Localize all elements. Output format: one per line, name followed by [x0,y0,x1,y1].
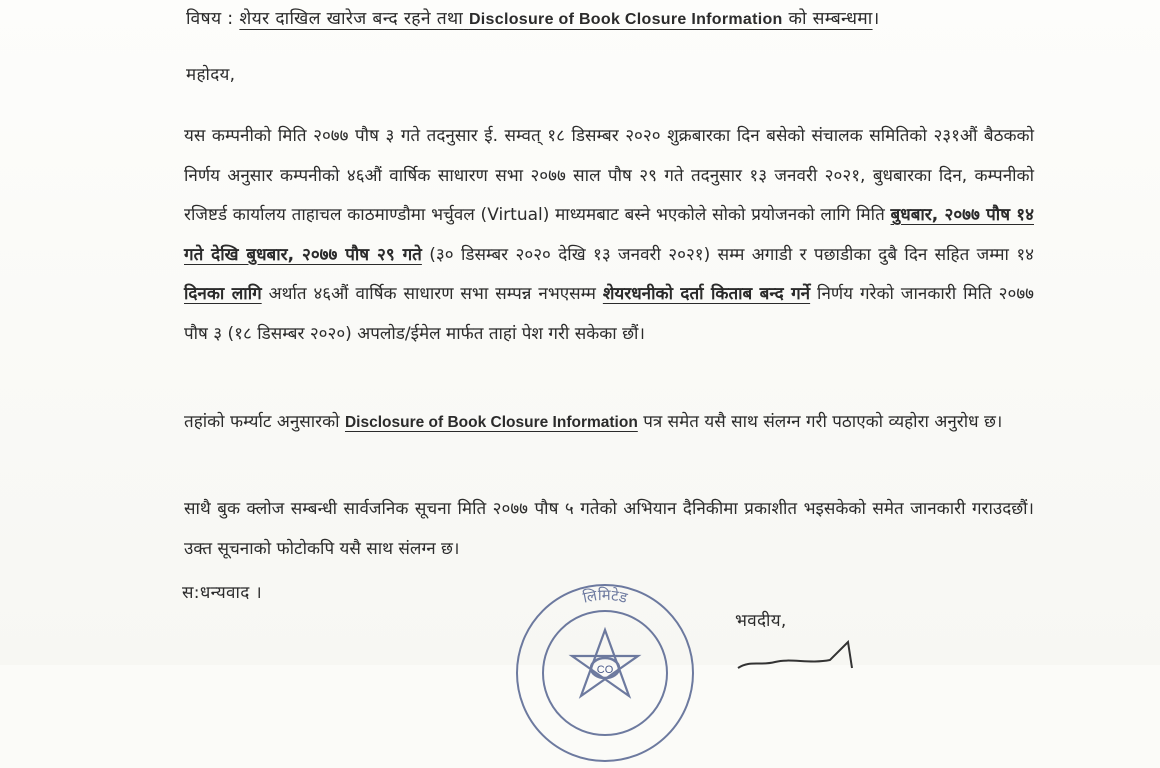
disclosure-title: Disclosure of Book Closure Information [344,414,638,431]
subject-suffix: को सम्बन्धमा [788,9,873,29]
subject-english: Disclosure of Book Closure Information [468,11,783,28]
book-closure-dates: बुधबार, २०७७ पौष १४ गते देखि बुधबार, २०७७ पौष २९ गते [184,205,1034,265]
signature [730,640,870,670]
days-emphasis: दिनका लागि [184,284,262,304]
subject-line [186,6,880,30]
salutation: महोदय, [186,65,236,85]
company-stamp [510,578,700,768]
paragraph-1: यस कम्पनीको मिति २०७७ पौष ३ गते तदनुसार ई. सम्वत् १८ डिसम्बर २०२० शुक्रबारका दिन बसेको संचालक समितिको २३१औं बैठकको निर्णय अनुसार कम्पनीको ४६औं वार्षिक साधारण सभा २०७७ साल पौष २९ गते तदनुसार १३ जनवरी २०२१, बुधबारका दिन, कम्पनीको रजिष्टर्ड कार्यालय ताहाचल काठमाण्डौमा भर्चुवल (Virtual) माध्यमबाट बस्ने भएकोले सोको प्रयोजनको लागि मिति बुधबार, २०७७ पौष १४ गते देखि बुधबार, २०७७ पौष २९ गते (३० डिसम्बर २०२० देखि १३ जनवरी २०२१) सम्म अगाडी र पछाडीका दुबै दिन सहित जम्मा १४ दिनका लागि अर्थात ४६औं वार्षिक साधारण सभा सम्पन्न नभएसम्म शेयरधनीको दर्ता किताब बन्द गर्ने निर्णय गरेको जानकारी मिति २०७७ पौष ३ (१८ डिसम्बर २०२०) अपलोड/ईमेल मार्फत ताहां पेश गरी सकेका छौं। [184,126,1035,344]
subject-end: । [872,9,880,29]
paragraph-3: साथै बुक क्लोज सम्बन्धी सार्वजनिक सूचना मिति २०७७ पौष ५ गतेको अभियान दैनिकीमा प्रकाशीत भइसकेको समेत जानकारी गराउदछौं। उक्त सूचनाको फोटोकपि यसै साथ संलग्न छ। [184,499,1034,559]
subject-label: विषय : [186,9,234,29]
stamp-text: लिमिटेड [581,585,630,607]
paragraph-2: तहांको फर्म्याट अनुसारको Disclosure of Book Closure Information पत्र समेत यसै साथ संलग्न गरी पठाएको व्यहोरा अनुरोध छ। [184,412,1003,432]
svg-text:लिमिटेड [581,586,630,607]
closing-thanks: स:धन्यवाद । [182,583,262,603]
sign-off: भवदीय, [735,611,787,631]
register-closure-emphasis: शेयरधनीको दर्ता किताब बन्द गर्ने [602,284,811,304]
subject-text: शेयर दाखिल खारेज बन्द रहने तथा Disclosure of Book Closure Information को सम्बन्धमा [239,9,873,29]
stamp-center: CO [596,664,614,676]
